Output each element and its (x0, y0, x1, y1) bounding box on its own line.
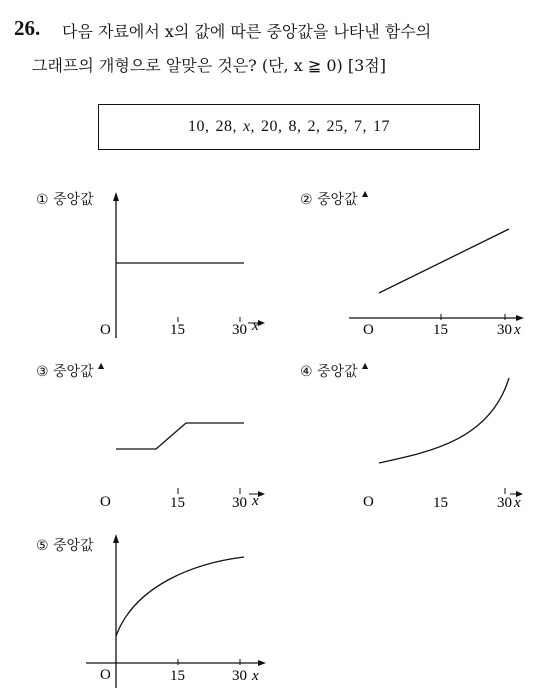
tick-15-label: 15 (170, 495, 185, 511)
origin-label: O (100, 322, 111, 338)
choice-1-ylabel: 중앙값 (53, 192, 94, 208)
choice-3-ylabel: 중앙값 (53, 364, 94, 380)
question-text-line1: 다음 자료에서 x의 값에 따른 중앙값을 나타낸 함수의 (62, 22, 432, 41)
tick-15-label: 15 (170, 322, 185, 338)
y-axis-arrow (113, 534, 119, 543)
tick-30-label: 30 (232, 495, 247, 511)
x-axis-label: x (514, 495, 521, 511)
origin-label: O (363, 494, 374, 510)
x-axis-arrow (258, 660, 266, 666)
curve-5 (116, 557, 244, 636)
choice-4-mark: ④ (300, 364, 313, 380)
choice-5-ylabel: 중앙값 (53, 538, 94, 554)
data-item: 25, (326, 118, 349, 135)
data-item: 8, (288, 118, 302, 135)
tick-15-label: 15 (170, 668, 185, 684)
data-item: 17 (373, 118, 391, 135)
data-item: 28, (215, 118, 237, 135)
choice-5-mark: ⑤ (36, 538, 49, 554)
question-number: 26. (14, 16, 41, 40)
x-axis-label: x (252, 668, 259, 684)
choice-4-ylabel: 중앙값 (317, 364, 358, 380)
origin-label: O (100, 667, 111, 683)
tick-30-label: 30 (232, 322, 247, 338)
tick-30-label: 30 (232, 668, 247, 684)
choice-2-mark: ② (300, 192, 313, 208)
x-axis-label: x (252, 318, 259, 334)
tick-15-label: 15 (433, 495, 448, 511)
origin-label: O (100, 494, 111, 510)
question-text-line2: 그래프의 개형으로 알맞은 것은? (단, x ≧ 0) [3점] (32, 56, 386, 75)
x-axis-label: x (252, 493, 259, 509)
data-item: 7, (354, 118, 368, 135)
data-item-variable: x, (242, 118, 256, 135)
y-axis-arrow-icon: ▲ (362, 361, 369, 370)
tick-30-label: 30 (497, 322, 512, 338)
choice-2-ylabel: 중앙값 (317, 192, 358, 208)
origin-label: O (363, 322, 374, 338)
tick-30-label: 30 (497, 495, 512, 511)
x-axis-label: x (514, 322, 521, 338)
y-axis-arrow-icon: ▲ (98, 361, 105, 370)
choice-3-mark: ③ (36, 364, 49, 380)
data-item: 2, (307, 118, 321, 135)
y-axis-arrow-icon: ▲ (362, 189, 369, 198)
choice-1-mark: ① (36, 192, 49, 208)
data-item: 10, (187, 118, 210, 135)
tick-15-label: 15 (433, 322, 448, 338)
data-item: 20, (261, 118, 283, 135)
